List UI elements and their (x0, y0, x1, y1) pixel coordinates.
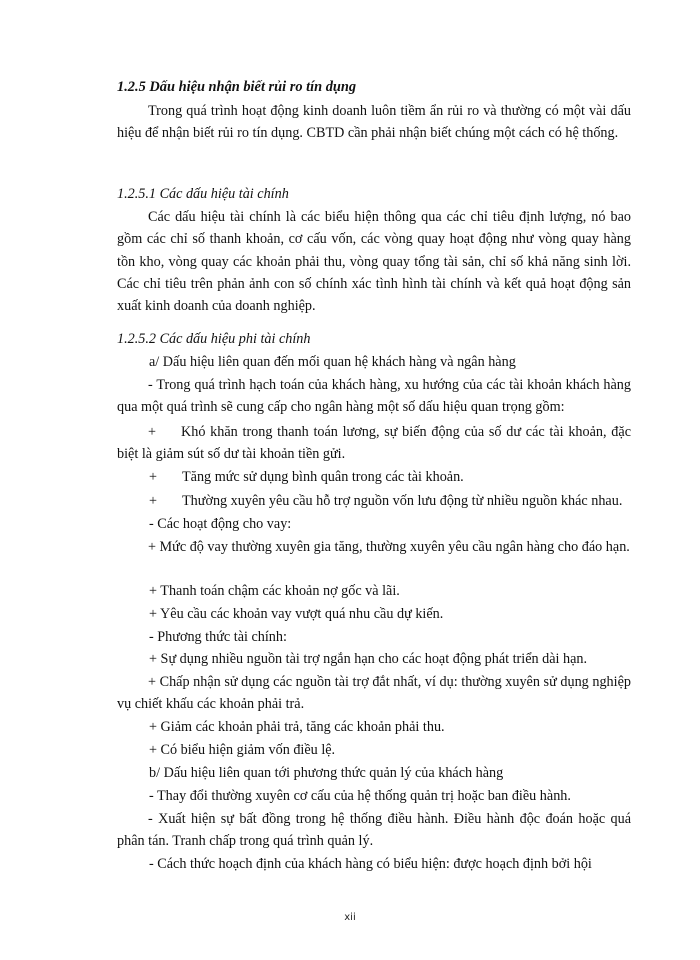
finance-bullet-2: + Chấp nhận sử dụng các nguồn tài trợ đắt nhất, ví dụ: thường xuyên sử dụng nghiệp vụ chiết khấu các khoản phải trả. (117, 674, 631, 713)
management-item-1: - Thay đổi thường xuyên cơ cấu của hệ thống quản trị hoặc ban điều hành. (149, 788, 571, 804)
finance-bullet-3: + Giảm các khoản phải trả, tăng các khoản phải thu. (149, 719, 445, 735)
plus-marker: + (149, 493, 158, 509)
bullet-text: Thường xuyên yêu cầu hỗ trợ nguồn vốn lưu động từ nhiều nguồn khác nhau. (182, 493, 623, 509)
section-heading: 1.2.5 Dấu hiệu nhận biết rủi ro tín dụng (117, 79, 357, 95)
finance-bullet-4: + Có biểu hiện giảm vốn điều lệ. (149, 742, 336, 758)
management-item-2: - Xuất hiện sự bất đồng trong hệ thống điều hành. Điều hành độc đoán hoặc quá phân tán. Tranh chấp trong quá trình quản lý. (117, 811, 631, 850)
page-number: xii (344, 912, 356, 923)
loan-bullet-1: + Mức độ vay thường xuyên gia tăng, thường xuyên yêu cầu ngân hàng cho đáo hạn. (148, 539, 630, 555)
loan-bullet-2: + Thanh toán chậm các khoản nợ gốc và lãi. (149, 583, 400, 599)
bullet-line (149, 466, 464, 488)
bullet-paragraph (117, 421, 631, 466)
subsection-heading-nonfinancial: 1.2.5.2 Các dấu hiệu phi tài chính (117, 331, 311, 347)
item-a-title: a/ Dấu hiệu liên quan đến mối quan hệ khách hàng và ngân hàng (149, 354, 516, 370)
plus-marker: + (149, 469, 158, 485)
bullet-line (149, 490, 622, 512)
loan-bullet-3: + Yêu cầu các khoản vay vượt quá nhu cầu dự kiến. (149, 606, 444, 622)
plus-marker: + (148, 424, 157, 440)
financial-paragraph: Các dấu hiệu tài chính là các biểu hiện thông qua các chỉ tiêu định lượng, nó bao gồm các chỉ số thanh khoản, cơ cấu vốn, các vòng quay hoạt động như vòng quay hàng tồn kho, vòng quay các khoản phải thu, vòng quay tổng tài sản, chỉ số khả năng sinh lời. Các chỉ tiêu trên phản ảnh con số chính xác tình hình tài chính và kết quả hoạt động sản xuất kinh doanh của doanh nghiệp. (117, 209, 631, 315)
subsection-heading-financial: 1.2.5.1 Các dấu hiệu tài chính (117, 186, 289, 202)
finance-title: - Phương thức tài chính: (149, 629, 287, 645)
finance-bullet-1: + Sự dụng nhiều nguồn tài trợ ngắn hạn cho các hoạt động phát triển dài hạn. (149, 651, 588, 667)
item-b-title: b/ Dấu hiệu liên quan tới phương thức quản lý của khách hàng (149, 765, 504, 781)
bullet-text: Tăng mức sử dụng bình quân trong các tài khoản. (182, 469, 464, 485)
management-item-3: - Cách thức hoạch định của khách hàng có biểu hiện: được hoạch định bởi hội (149, 856, 592, 872)
intro-paragraph: Trong quá trình hoạt động kinh doanh luôn tiềm ẩn rủi ro và thường có một vài dấu hiệu để nhận biết rủi ro tín dụng. CBTD cần phải nhận biết chúng một cách có hệ thống. (117, 103, 631, 142)
item-a-intro: - Trong quá trình hạch toán của khách hàng, xu hướng của các tài khoản khách hàng qua một quá trình sẽ cung cấp cho ngân hàng một số dấu hiệu quan trọng gồm: (117, 377, 631, 416)
loan-title: - Các hoạt động cho vay: (149, 516, 292, 532)
bullet-text: Khó khăn trong thanh toán lương, sự biến động của số dư các tài khoản, đặc biệt là giảm sút số dư tài khoản tiền gửi. (117, 424, 631, 463)
